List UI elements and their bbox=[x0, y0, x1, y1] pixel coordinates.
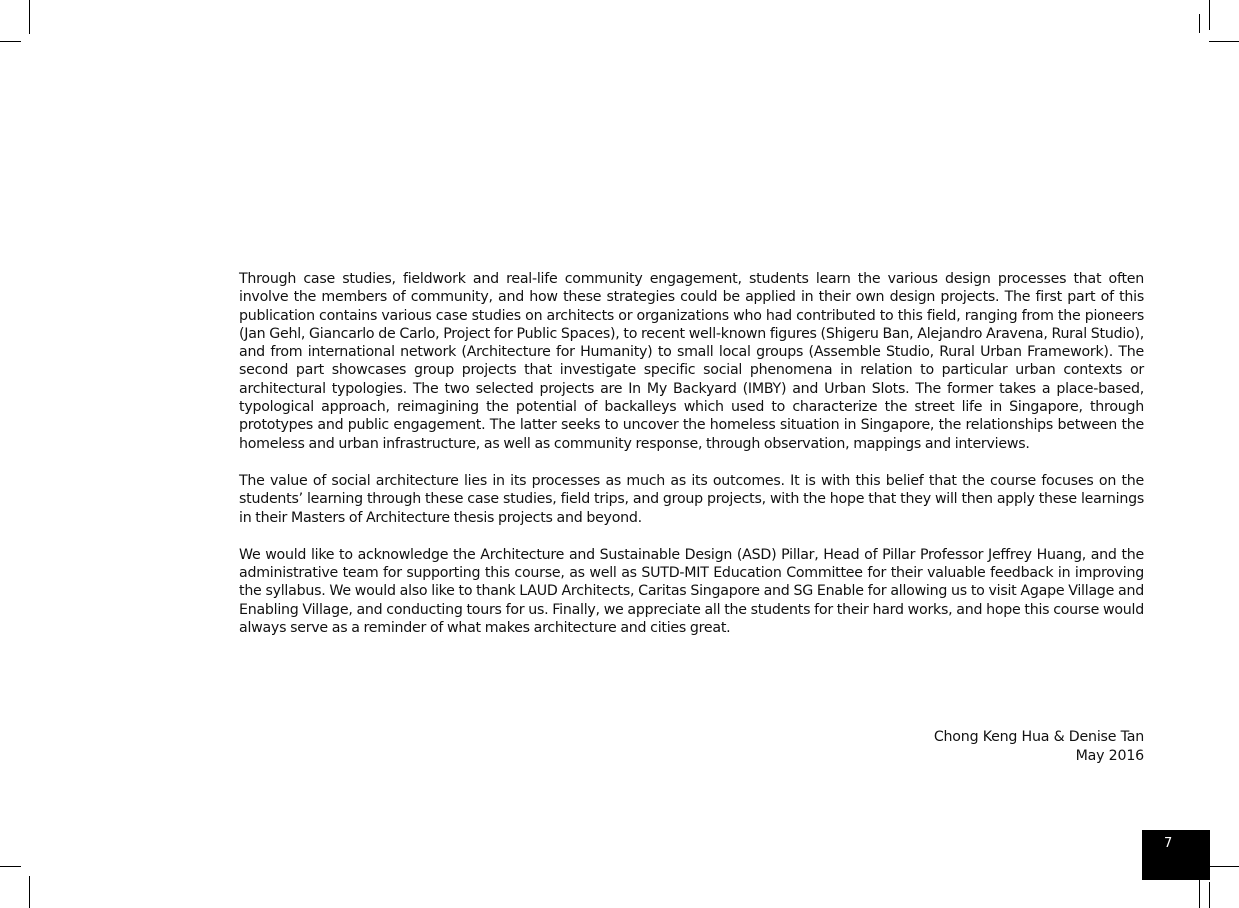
crop-mark-top-left-h bbox=[0, 41, 21, 42]
crop-mark-bottom-left-h bbox=[0, 866, 21, 867]
paragraph-intro: Through case studies, fieldwork and real-life community engagement, students learn the various design processes that often involve the members of community, and how these strategies could be applied in their own design projects. The first part of this publication contains various case studies on architects or organizations who had contributed to this field, ranging from the pioneers (Jan Gehl, Giancarlo de Carlo, Project for Public Spaces), to recent well-known figures (Shigeru Ban, Alejandro Aravena, Rural Studio), and from international network (Architecture for Humanity) to small local groups (Assemble Studio, Rural Urban Framework). The second part showcases group projects that investigate specific social phenomena in relation to particular urban contexts or architectural typologies. The two selected projects are In My Backyard (IMBY) and Urban Slots. The former takes a place-based, typological approach, reimagining the potential of backalleys which used to characterize the street life in Singapore, through prototypes and public engagement. The latter seeks to uncover the homeless situation in Singapore, the relationships between the homeless and urban infrastructure, as well as community response, through observation, mappings and interviews. bbox=[239, 271, 1144, 452]
crop-mark-bottom-right-v1 bbox=[1199, 876, 1200, 908]
page-number-box bbox=[1142, 830, 1210, 880]
paragraph-value: The value of social architecture lies in its processes as much as its outcomes. It is with this belief that the course focuses on the students’ learning through these case studies, field trips, and group projects, with the hope that they will then apply these learnings in their Masters of Architecture thesis projects and beyond. bbox=[239, 472, 1144, 526]
crop-mark-bottom-left-v bbox=[29, 876, 30, 908]
signature-block bbox=[934, 728, 1144, 766]
page-number: 7 bbox=[1164, 836, 1173, 851]
crop-mark-top-left-v bbox=[29, 0, 30, 34]
body-text bbox=[239, 270, 1144, 656]
crop-mark-bottom-right-h bbox=[1209, 866, 1239, 867]
crop-mark-bottom-right-v2 bbox=[1209, 882, 1210, 908]
signature-date: May 2016 bbox=[1075, 748, 1144, 764]
crop-mark-top-right-v1 bbox=[1199, 14, 1200, 33]
signature-authors: Chong Keng Hua & Denise Tan bbox=[933, 729, 1144, 745]
crop-mark-top-right-h bbox=[1209, 41, 1239, 42]
paragraph-acknowledgement: We would like to acknowledge the Architecture and Sustainable Design (ASD) Pillar, Head of Pillar Professor Jeffrey Huang, and the administrative team for supporting this course, as well as SUTD-MIT Education Committee for their valuable feedback in improving the syllabus. We would also like to thank LAUD Architects, Caritas Singapore and SG Enable for allowing us to visit Agape Village and Enabling Village, and conducting tours for us. Finally, we appreciate all the students for their hard works, and hope this course would always serve as a reminder of what makes architecture and cities great. bbox=[239, 546, 1144, 637]
crop-mark-top-right-v2 bbox=[1209, 0, 1210, 30]
